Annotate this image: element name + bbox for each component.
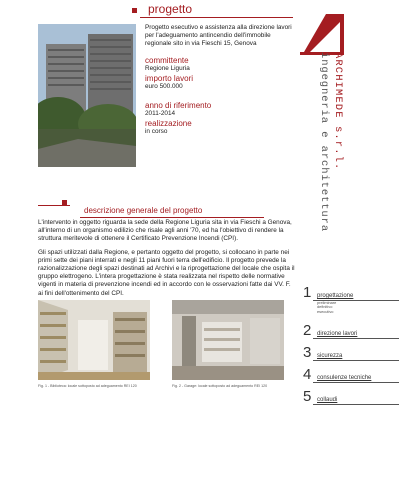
- section-title: descrizione generale del progetto: [84, 206, 203, 215]
- building-photo: [38, 24, 136, 167]
- archimede-logo-icon: [298, 12, 348, 56]
- body-paragraph-2: Gli spazi utilizzati dalla Regione, e pertanto oggetto del progetto, si collocano in parte nei primi sette dei piani interrati e negli 11 piani fuori terra dell'edificio. Il progetto prevede la razionalizzazione degli spazi destinati ad Archivi e la riprogettazione del locale che ospita il gruppo elettrogeno. L'intera progettazione è stata realizzata nel rispetto delle normative vigenti in materia di prevenzione incendi ed in accordo con le osservazioni fatte dai VV. F. ai fini dell'ottenimento del CPI.: [38, 248, 295, 297]
- year-label: anno di riferimento: [145, 101, 212, 111]
- nav-divider: [313, 360, 399, 361]
- nav-divider: [313, 404, 399, 405]
- nav-label[interactable]: direzione lavori: [317, 331, 358, 337]
- status-label: realizzazione: [145, 119, 192, 129]
- nav-sublabel: preliminare definitivo esecutivo: [317, 300, 337, 314]
- nav-number: 1: [303, 284, 312, 301]
- section-rule-left: [38, 205, 70, 206]
- body-paragraph-1: L'intervento in oggetto riguarda la sede della Regione Liguria sita in via Fieschi a Genova, all'interno di un organismo edilizio che risale agli anni '70, ed ha l'obiettivo di rendere la struttura meritevole di ottenere il Certificato Prevenzione Incendi (CPI).: [38, 219, 292, 243]
- nav-number: 4: [303, 366, 312, 383]
- header-rule: [140, 17, 293, 18]
- library-illustration: [38, 300, 150, 380]
- client-label: committente: [145, 55, 189, 65]
- amount-value: euro 500.000: [145, 82, 183, 90]
- company-name: ARCHIMEDE s.r.l.: [332, 52, 344, 171]
- client-value: Regione Liguria: [145, 64, 190, 72]
- services-nav: [303, 286, 398, 412]
- nav-divider: [313, 382, 399, 383]
- nav-item-sicurezza[interactable]: [303, 346, 398, 363]
- nav-number: 2: [303, 322, 312, 339]
- page-title: progetto: [148, 2, 193, 16]
- nav-label[interactable]: consulenze tecniche: [317, 375, 372, 381]
- amount-label: importo lavori: [145, 73, 194, 83]
- garage-photo: [172, 300, 284, 380]
- nav-divider: [313, 338, 399, 339]
- header-square: [132, 8, 137, 13]
- company-tagline: ingegneria e architettura: [318, 52, 330, 233]
- project-description: Progetto esecutivo e assistenza alla direzione lavori per l'adeguamento antincendio dell'immobile regionale sito in via Fieschi 15, Genova: [145, 24, 292, 48]
- nav-item-direzione-lavori[interactable]: [303, 324, 398, 341]
- nav-item-progettazione[interactable]: [303, 286, 398, 319]
- nav-number: 3: [303, 344, 312, 361]
- year-value: 2011-2014: [145, 110, 176, 118]
- nav-number: 5: [303, 388, 312, 405]
- nav-item-collaudi[interactable]: [303, 390, 398, 407]
- nav-label[interactable]: progettazione: [317, 293, 354, 299]
- caption-garage: Fig. 2 - Garage: locale sottoposto ad adeguamento REI 120: [172, 384, 268, 388]
- nav-item-consulenze-tecniche[interactable]: [303, 368, 398, 385]
- section-square: [62, 200, 67, 205]
- description-body: [38, 219, 296, 303]
- library-photo: [38, 300, 150, 380]
- status-value: in corso: [145, 128, 168, 136]
- project-info: [145, 24, 297, 136]
- caption-library: Fig. 1 - Biblioteca: locale sottoposto ad adeguamento REI 120: [38, 384, 137, 388]
- nav-label[interactable]: collaudi: [317, 397, 338, 403]
- nav-label[interactable]: sicurezza: [317, 353, 343, 359]
- section-rule: [80, 217, 264, 218]
- garage-illustration: [172, 300, 284, 380]
- building-illustration: [38, 24, 136, 167]
